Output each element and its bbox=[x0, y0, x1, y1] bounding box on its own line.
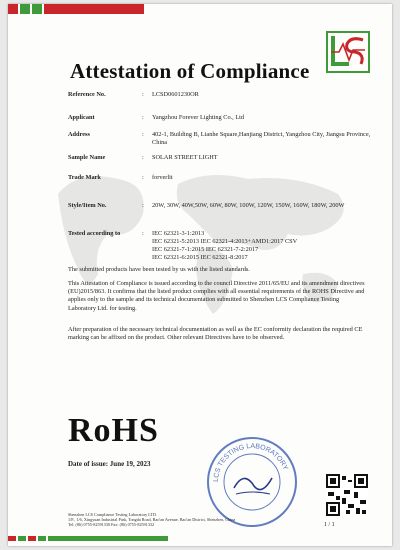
rohs-mark: RoHS bbox=[68, 412, 159, 449]
page-number: 1 / 1 bbox=[324, 522, 335, 528]
attestation-paragraph: This Attestation of Compliance is issued according to the council Directive 2011/65/EU and its amendment directives (EU)2015/863. It confirms that the listed product complies with all essential requirements of the ROHS Directive and applies only to the sample and its technical documentation submitted to Shenzhen LCS Compliance Testing Laboratory Ltd. for testing. bbox=[68, 280, 365, 312]
footer-phone: Tel: (86) 0755-82591330 Fax: (86) 0755-82591332 bbox=[68, 522, 155, 528]
footer-address bbox=[68, 512, 268, 528]
qr-code bbox=[326, 474, 368, 516]
footer-address-line: 1/F., 1/6, Xingyuan Industrial Park, Tongda Road, Bao'an Avenue, Bao'an District, Shenzhen, China bbox=[68, 517, 236, 523]
document-title: Attestation of Compliance bbox=[70, 59, 310, 83]
footer-company: Shenzhen LCS Compliance Testing Laboratory LTD. bbox=[68, 512, 158, 517]
issue-date: Date of issue: June 19, 2023 bbox=[68, 460, 151, 468]
stamp-text: LCS TESTING LABORATORY bbox=[212, 442, 289, 483]
lcs-logo bbox=[325, 30, 371, 74]
marking-paragraph: After preparation of the necessary technical documentation as well as the EC conformity declaration the required CE marking can be affixed on the product. Other relevant Directives have to be observed. bbox=[68, 326, 363, 342]
top-color-bar bbox=[8, 4, 158, 16]
certificate-page: Attestation of Compliance Reference No. : LCSD0601230OR Applicant : Yangzhou Forever Lighting Co., Ltd Address : 402-1, Building B, Lianhe Square,Hanjiang District, Yangzhou City, Jiangsu Province, China Sample Name : SOLAR STREET LIGHT Trade Mark : forverlit Style/Item No. : 20W, 30W, 40W,50W, 60W, 80W, 100W, 120W, 150W, 160W, 180W, 200W Tested according to : IEC 62321-3-1:2013 IEC 62321-5:2013 IEC 62321-4:2013+AMD1:2017 CSV IEC 62321-7-1:2015 IEC 62321-7-2:2017 IEC 62321-6:2015 IEC 62321-8:2017 The submitted products have been tested by us with the listed standards. This Attestation of Compliance is issued according to the council Directive 2011/65/EU and its amendment directives (EU)2015/863. It confirms that the listed product complies with all essential requirements of the ROHS Directive and applies only to the sample and its technical documentation submitted to Shenzhen LCS Compliance Testing Laboratory Ltd. for testing. After preparation of the necessary technical documentation as well as the EC conformity declaration the required CE marking can be affixed on the product. Other relevant Directives have to be observed. RoHS Date of issue: June 19, 2023 LCS TESTING LABORATORY Shenzhen LCS Compliance Testing Laboratory LTD. 1/F., 1/6, Xingyuan Industrial Park, Tongda Road, Bao'an Avenue, Bao'an District, Shenzhen, China Tel: (86) 0755-82591330 Fax: (86) 0755-82591332 1 / 1 bbox=[8, 4, 392, 546]
tested-note: The submitted products have been tested by us with the listed standards. bbox=[68, 266, 250, 273]
bottom-color-bar bbox=[8, 536, 188, 542]
